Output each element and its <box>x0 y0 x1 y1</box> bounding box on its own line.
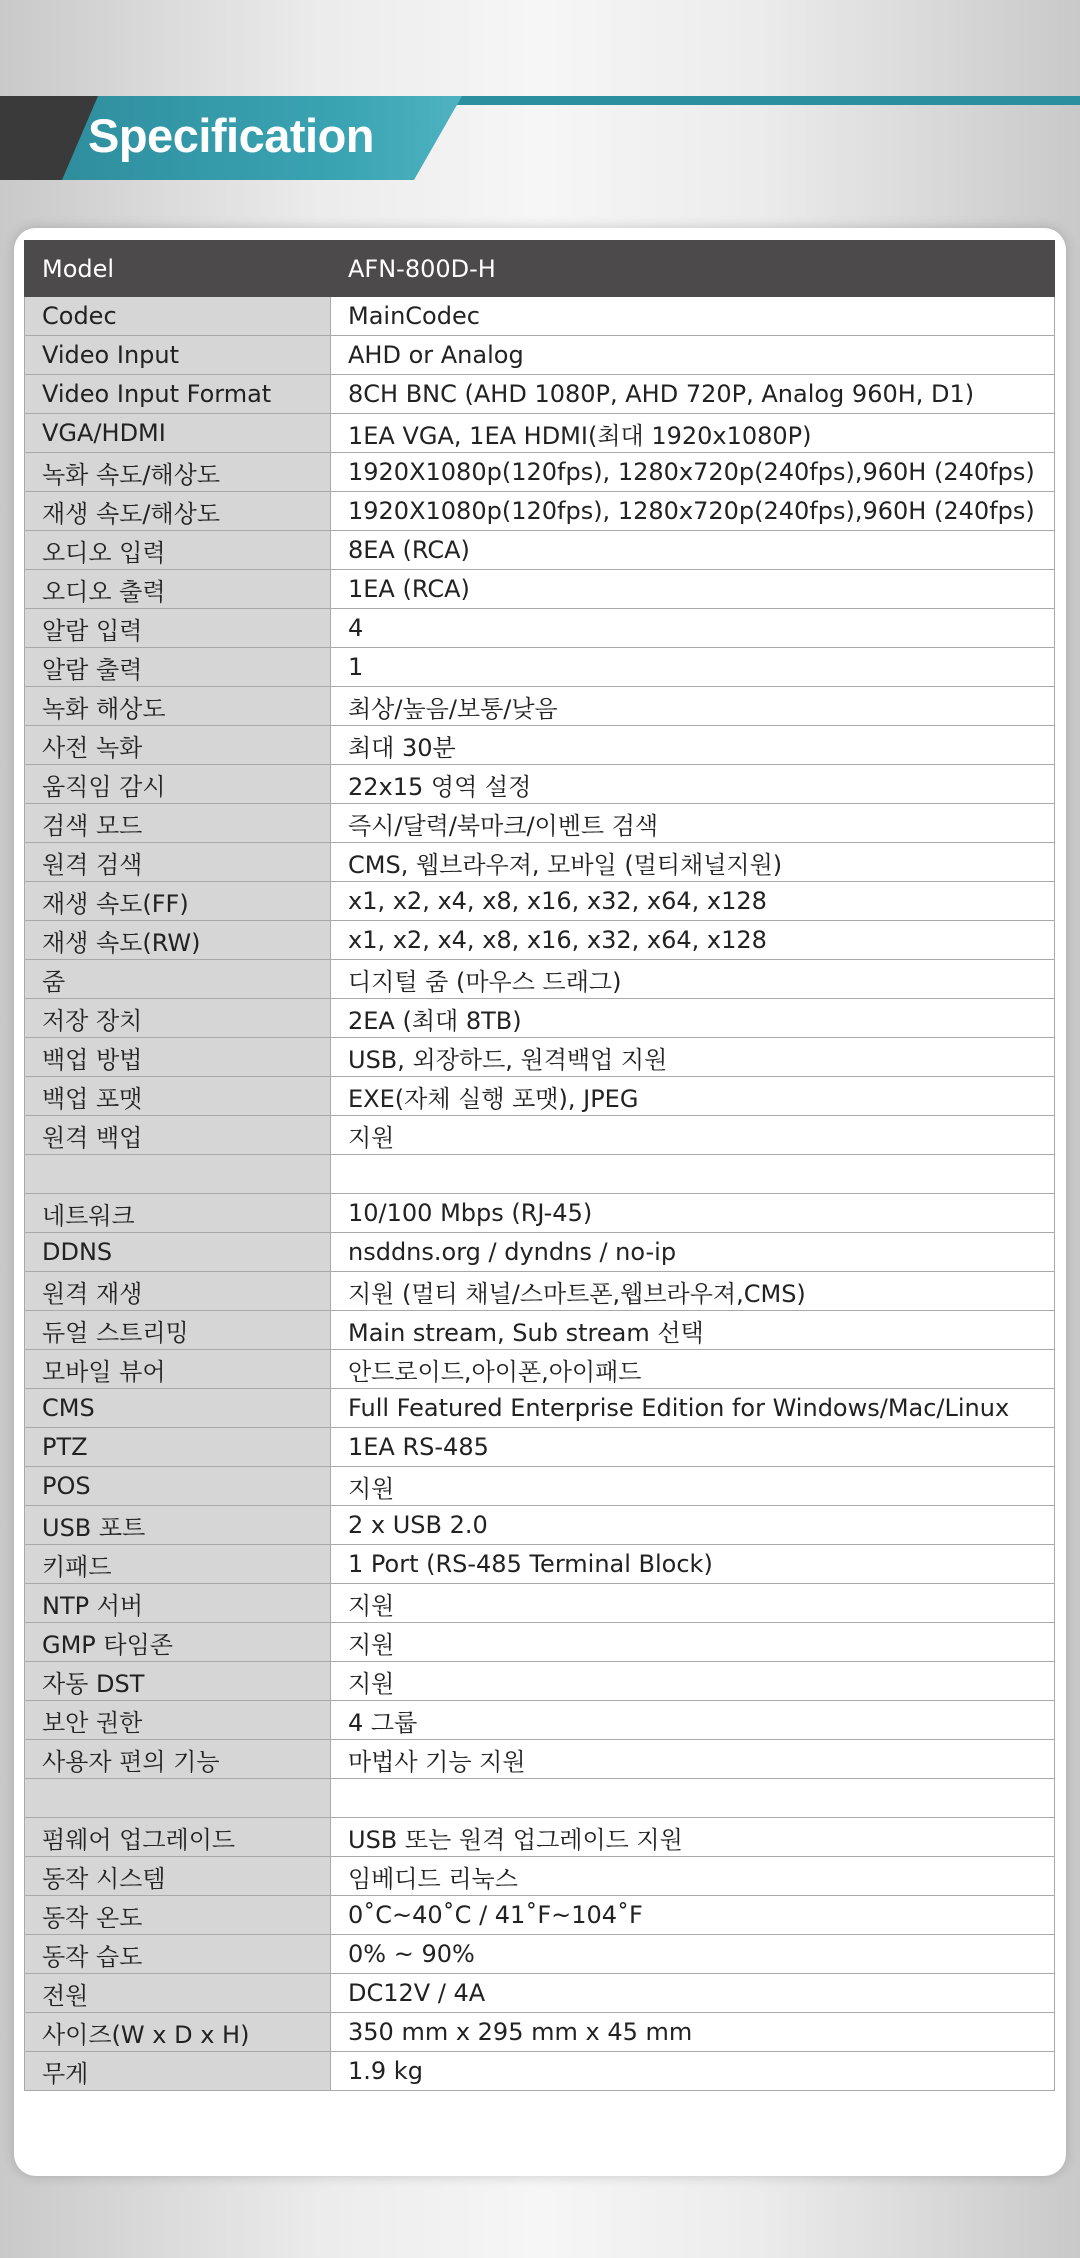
spec-label: 오디오 출력 <box>25 570 331 609</box>
spec-row <box>25 492 1055 531</box>
spec-label: 사전 녹화 <box>25 726 331 765</box>
spec-row <box>25 2013 1055 2052</box>
spec-row <box>25 2052 1055 2091</box>
spec-label: 네트워크 <box>25 1194 331 1233</box>
spec-row <box>25 648 1055 687</box>
spec-label: Codec <box>25 297 331 336</box>
spec-label: Video Input Format <box>25 375 331 414</box>
spec-label: 오디오 입력 <box>25 531 331 570</box>
spec-value: Main stream, Sub stream 선택 <box>331 1311 1055 1350</box>
spec-value: x1, x2, x4, x8, x16, x32, x64, x128 <box>331 921 1055 960</box>
spec-label: VGA/HDMI <box>25 414 331 453</box>
spec-row <box>25 1467 1055 1506</box>
header-model-value: AFN-800D-H <box>331 241 1055 297</box>
spec-value: 350 mm x 295 mm x 45 mm <box>331 2013 1055 2052</box>
spec-label: 보안 권한 <box>25 1701 331 1740</box>
spec-label: 동작 시스템 <box>25 1857 331 1896</box>
spec-value: 1.9 kg <box>331 2052 1055 2091</box>
spec-row <box>25 1389 1055 1428</box>
spec-label: 재생 속도(RW) <box>25 921 331 960</box>
spec-label <box>25 1155 331 1194</box>
spec-label: 저장 장치 <box>25 999 331 1038</box>
spec-row <box>25 1740 1055 1779</box>
spec-value: 안드로이드,아이폰,아이패드 <box>331 1350 1055 1389</box>
spec-value: 1 Port (RS-485 Terminal Block) <box>331 1545 1055 1584</box>
spec-row <box>25 609 1055 648</box>
spec-label: 동작 습도 <box>25 1935 331 1974</box>
spec-row <box>25 1623 1055 1662</box>
spec-label: 검색 모드 <box>25 804 331 843</box>
spec-value <box>331 1155 1055 1194</box>
spec-value: 지원 (멀티 채널/스마트폰,웹브라우져,CMS) <box>331 1272 1055 1311</box>
spec-label: 원격 재생 <box>25 1272 331 1311</box>
spec-value: 1 <box>331 648 1055 687</box>
spec-label: POS <box>25 1467 331 1506</box>
spec-value: nsddns.org / dyndns / no-ip <box>331 1233 1055 1272</box>
spec-value: AHD or Analog <box>331 336 1055 375</box>
spec-value: 4 <box>331 609 1055 648</box>
spec-label: USB 포트 <box>25 1506 331 1545</box>
spec-row <box>25 1935 1055 1974</box>
spec-value: 1920X1080p(120fps), 1280x720p(240fps),960H (240fps) <box>331 492 1055 531</box>
spec-table <box>24 240 1055 2091</box>
spec-value: 지원 <box>331 1584 1055 1623</box>
spec-value: 8CH BNC (AHD 1080P, AHD 720P, Analog 960H, D1) <box>331 375 1055 414</box>
spec-value: 2EA (최대 8TB) <box>331 999 1055 1038</box>
spec-label: PTZ <box>25 1428 331 1467</box>
spec-label: 키패드 <box>25 1545 331 1584</box>
spec-label: 줌 <box>25 960 331 999</box>
spec-row <box>25 999 1055 1038</box>
spec-label: 사이즈(W x D x H) <box>25 2013 331 2052</box>
spec-label: 듀얼 스트리밍 <box>25 1311 331 1350</box>
spec-value: 22x15 영역 설정 <box>331 765 1055 804</box>
spec-label: 알람 입력 <box>25 609 331 648</box>
spec-row <box>25 297 1055 336</box>
page-title: Specification <box>88 109 375 162</box>
spec-value: DC12V / 4A <box>331 1974 1055 2013</box>
spec-row <box>25 1545 1055 1584</box>
spec-row <box>25 1116 1055 1155</box>
spec-label: 녹화 속도/해상도 <box>25 453 331 492</box>
spec-value: MainCodec <box>331 297 1055 336</box>
spec-row <box>25 1896 1055 1935</box>
spec-row <box>25 1311 1055 1350</box>
spec-label: CMS <box>25 1389 331 1428</box>
spec-label: 백업 포맷 <box>25 1077 331 1116</box>
spec-row <box>25 960 1055 999</box>
spec-row <box>25 1077 1055 1116</box>
spec-value: USB 또는 원격 업그레이드 지원 <box>331 1818 1055 1857</box>
header-label: Model <box>25 241 331 297</box>
spec-value: 1EA VGA, 1EA HDMI(최대 1920x1080P) <box>331 414 1055 453</box>
spec-row <box>25 1857 1055 1896</box>
spec-row <box>25 726 1055 765</box>
spec-label: 알람 출력 <box>25 648 331 687</box>
spec-label: 녹화 해상도 <box>25 687 331 726</box>
spec-label: 재생 속도/해상도 <box>25 492 331 531</box>
spec-value: 임베디드 리눅스 <box>331 1857 1055 1896</box>
spec-value: 최대 30분 <box>331 726 1055 765</box>
spec-label: 움직임 감시 <box>25 765 331 804</box>
spec-row <box>25 1506 1055 1545</box>
spec-value: Full Featured Enterprise Edition for Windows/Mac/Linux <box>331 1389 1055 1428</box>
spec-label: 사용자 편의 기능 <box>25 1740 331 1779</box>
spec-row <box>25 1662 1055 1701</box>
spec-value: 마법사 기능 지원 <box>331 1740 1055 1779</box>
spec-value: 최상/높음/보통/낮음 <box>331 687 1055 726</box>
spec-row <box>25 1974 1055 2013</box>
spec-label: 동작 온도 <box>25 1896 331 1935</box>
spec-row <box>25 921 1055 960</box>
spec-label: 원격 검색 <box>25 843 331 882</box>
spec-row <box>25 843 1055 882</box>
spec-row <box>25 531 1055 570</box>
spec-label: 펌웨어 업그레이드 <box>25 1818 331 1857</box>
spec-row <box>25 1038 1055 1077</box>
spec-label <box>25 1779 331 1818</box>
spec-row <box>25 1701 1055 1740</box>
spec-card <box>14 228 1066 2176</box>
spec-value: USB, 외장하드, 원격백업 지원 <box>331 1038 1055 1077</box>
spec-value: x1, x2, x4, x8, x16, x32, x64, x128 <box>331 882 1055 921</box>
section-banner <box>0 94 1080 186</box>
spec-label: Video Input <box>25 336 331 375</box>
spec-label: 자동 DST <box>25 1662 331 1701</box>
spec-header-row <box>25 241 1055 297</box>
spec-value: 1920X1080p(120fps), 1280x720p(240fps),960H (240fps) <box>331 453 1055 492</box>
spec-label: GMP 타임존 <box>25 1623 331 1662</box>
spec-label: DDNS <box>25 1233 331 1272</box>
spec-label: 백업 방법 <box>25 1038 331 1077</box>
spec-label: 무게 <box>25 2052 331 2091</box>
spec-value: 지원 <box>331 1623 1055 1662</box>
spec-body <box>25 297 1055 2091</box>
spec-value: 1EA (RCA) <box>331 570 1055 609</box>
spec-row <box>25 1584 1055 1623</box>
spec-row <box>25 375 1055 414</box>
spec-value <box>331 1779 1055 1818</box>
spec-value: 즉시/달력/북마크/이벤트 검색 <box>331 804 1055 843</box>
spec-row <box>25 1194 1055 1233</box>
spec-value: 지원 <box>331 1662 1055 1701</box>
spec-row <box>25 687 1055 726</box>
spec-row <box>25 1233 1055 1272</box>
spec-row <box>25 336 1055 375</box>
spec-spacer-row <box>25 1155 1055 1194</box>
spec-row <box>25 1350 1055 1389</box>
spec-value: 10/100 Mbps (RJ-45) <box>331 1194 1055 1233</box>
spec-row <box>25 414 1055 453</box>
spec-label: 원격 백업 <box>25 1116 331 1155</box>
spec-row <box>25 1818 1055 1857</box>
spec-value: 디지털 줌 (마우스 드래그) <box>331 960 1055 999</box>
spec-row <box>25 882 1055 921</box>
spec-label: NTP 서버 <box>25 1584 331 1623</box>
spec-value: 1EA RS-485 <box>331 1428 1055 1467</box>
spec-value: 8EA (RCA) <box>331 531 1055 570</box>
spec-row <box>25 1272 1055 1311</box>
spec-row <box>25 453 1055 492</box>
spec-value: EXE(자체 실행 포맷), JPEG <box>331 1077 1055 1116</box>
spec-value: 지원 <box>331 1467 1055 1506</box>
spec-value: 0˚C~40˚C / 41˚F~104˚F <box>331 1896 1055 1935</box>
spec-spacer-row <box>25 1779 1055 1818</box>
spec-value: 2 x USB 2.0 <box>331 1506 1055 1545</box>
spec-value: 지원 <box>331 1116 1055 1155</box>
spec-row <box>25 1428 1055 1467</box>
spec-label: 재생 속도(FF) <box>25 882 331 921</box>
spec-row <box>25 804 1055 843</box>
spec-row <box>25 765 1055 804</box>
spec-label: 전원 <box>25 1974 331 2013</box>
spec-row <box>25 570 1055 609</box>
spec-value: 4 그룹 <box>331 1701 1055 1740</box>
spec-value: 0% ~ 90% <box>331 1935 1055 1974</box>
spec-label: 모바일 뷰어 <box>25 1350 331 1389</box>
spec-value: CMS, 웹브라우져, 모바일 (멀티채널지원) <box>331 843 1055 882</box>
